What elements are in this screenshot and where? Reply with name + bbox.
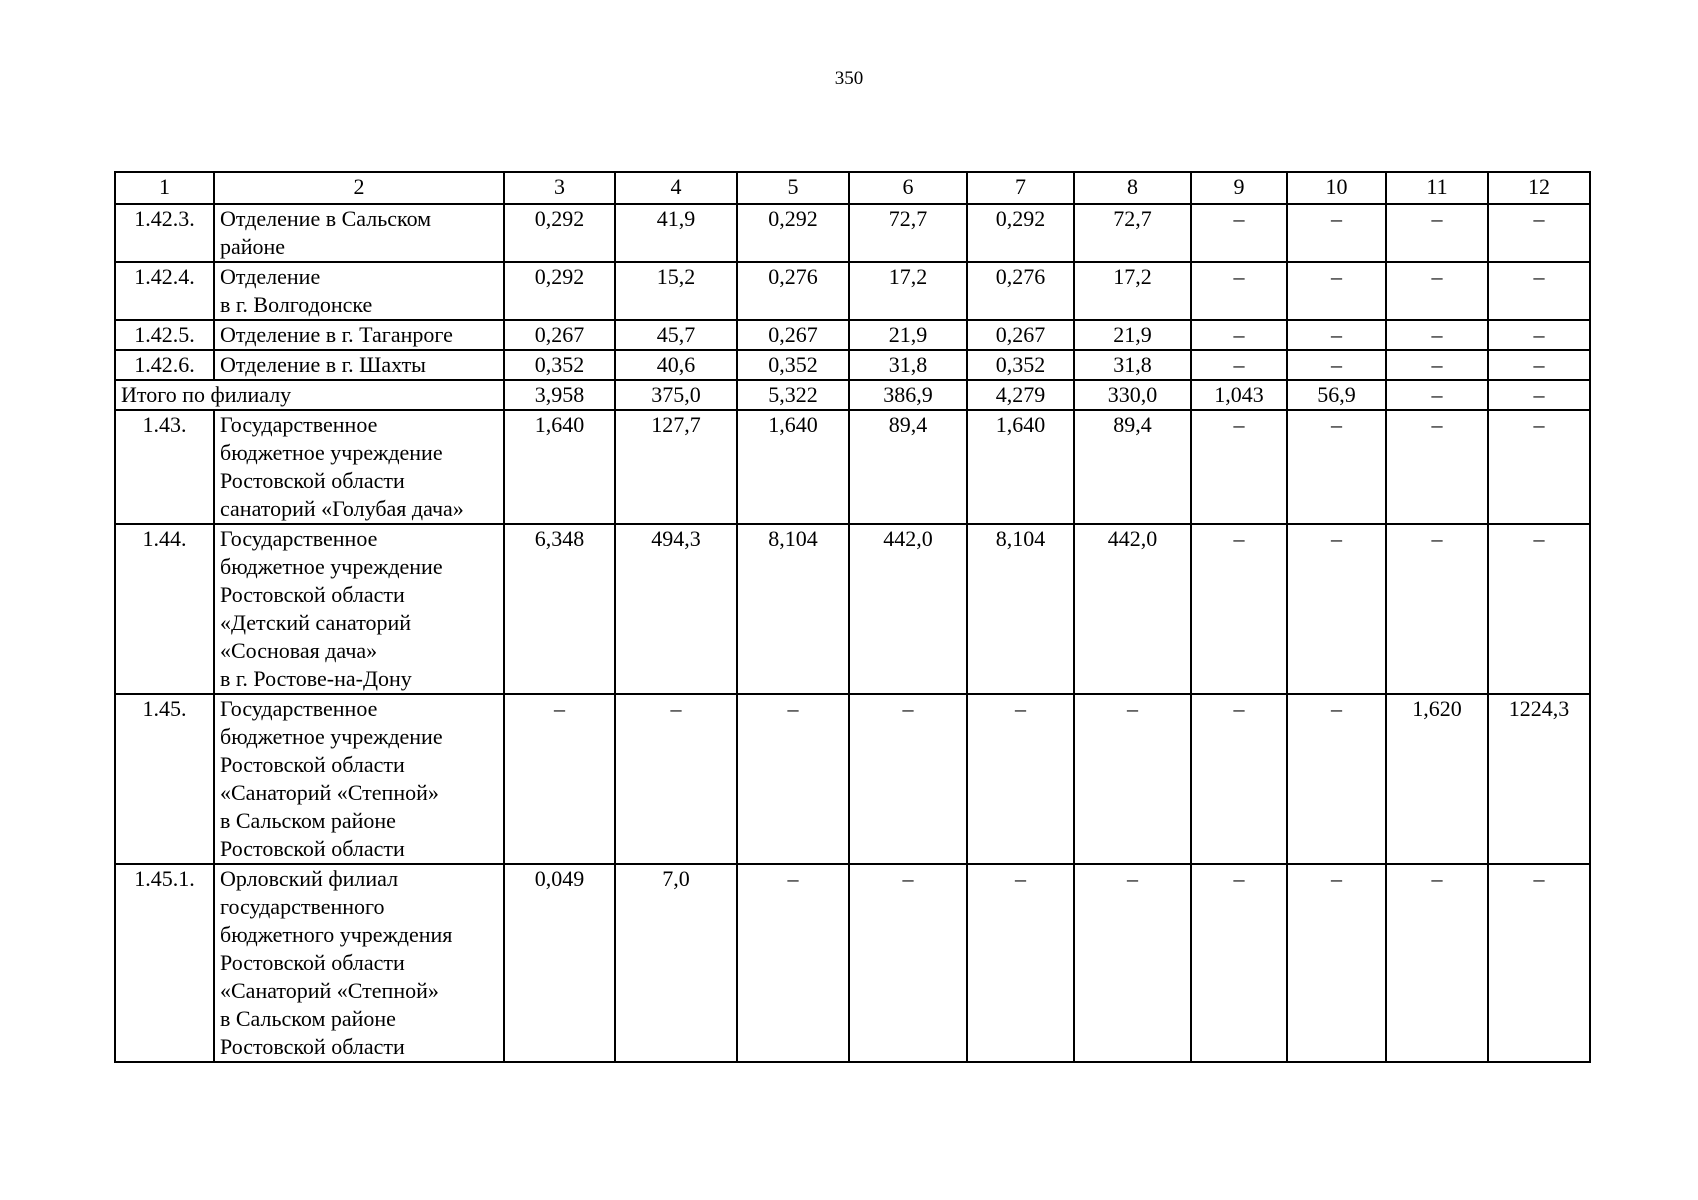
- value-cell: –: [1386, 864, 1488, 1062]
- value-cell: –: [1386, 524, 1488, 694]
- value-cell: 0,267: [737, 320, 849, 350]
- value-cell: –: [1191, 204, 1287, 262]
- value-cell: 72,7: [1074, 204, 1191, 262]
- column-header: 11: [1386, 172, 1488, 204]
- value-cell: –: [615, 694, 737, 864]
- row-name: Отделение в г. Таганроге: [214, 320, 504, 350]
- column-header: 2: [214, 172, 504, 204]
- value-cell: –: [737, 694, 849, 864]
- value-cell: –: [849, 864, 967, 1062]
- value-cell: –: [1386, 350, 1488, 380]
- value-cell: 31,8: [1074, 350, 1191, 380]
- value-cell: –: [504, 694, 615, 864]
- column-header: 10: [1287, 172, 1386, 204]
- value-cell: –: [1488, 204, 1590, 262]
- value-cell: –: [1386, 380, 1488, 410]
- value-cell: 17,2: [849, 262, 967, 320]
- value-cell: 0,292: [967, 204, 1074, 262]
- value-cell: 442,0: [849, 524, 967, 694]
- page-number: 350: [834, 68, 864, 89]
- value-cell: 40,6: [615, 350, 737, 380]
- value-cell: 4,279: [967, 380, 1074, 410]
- value-cell: –: [1287, 320, 1386, 350]
- value-cell: 0,352: [737, 350, 849, 380]
- value-cell: –: [1488, 524, 1590, 694]
- value-cell: 5,322: [737, 380, 849, 410]
- value-cell: 0,292: [504, 262, 615, 320]
- value-cell: 0,049: [504, 864, 615, 1062]
- value-cell: 56,9: [1287, 380, 1386, 410]
- row-code: 1.43.: [115, 410, 214, 524]
- row-code: 1.42.5.: [115, 320, 214, 350]
- value-cell: –: [967, 694, 1074, 864]
- value-cell: –: [1074, 694, 1191, 864]
- value-cell: –: [1488, 350, 1590, 380]
- value-cell: 1,640: [737, 410, 849, 524]
- row-code: 1.42.6.: [115, 350, 214, 380]
- table-row: [115, 262, 1590, 320]
- value-cell: –: [1386, 262, 1488, 320]
- value-cell: –: [1287, 524, 1386, 694]
- value-cell: –: [1191, 864, 1287, 1062]
- table-row: [115, 694, 1590, 864]
- row-name: Отделение в г. Волгодонске: [214, 262, 504, 320]
- value-cell: 6,348: [504, 524, 615, 694]
- value-cell: 31,8: [849, 350, 967, 380]
- value-cell: 8,104: [737, 524, 849, 694]
- value-cell: 17,2: [1074, 262, 1191, 320]
- value-cell: 1,620: [1386, 694, 1488, 864]
- table-header-row: [115, 172, 1590, 204]
- table-row: [115, 410, 1590, 524]
- value-cell: 3,958: [504, 380, 615, 410]
- row-name: Государственное бюджетное учреждение Ростовской области санаторий «Голубая дача»: [214, 410, 504, 524]
- table-row: [115, 864, 1590, 1062]
- value-cell: –: [1287, 204, 1386, 262]
- value-cell: 494,3: [615, 524, 737, 694]
- value-cell: –: [967, 864, 1074, 1062]
- value-cell: –: [1488, 864, 1590, 1062]
- value-cell: 7,0: [615, 864, 737, 1062]
- value-cell: 0,276: [967, 262, 1074, 320]
- value-cell: 0,276: [737, 262, 849, 320]
- value-cell: –: [1488, 320, 1590, 350]
- row-code: 1.42.4.: [115, 262, 214, 320]
- value-cell: 0,292: [504, 204, 615, 262]
- value-cell: –: [1386, 410, 1488, 524]
- value-cell: –: [1287, 694, 1386, 864]
- value-cell: –: [1191, 524, 1287, 694]
- column-header: 7: [967, 172, 1074, 204]
- row-code: 1.45.: [115, 694, 214, 864]
- row-name: Орловский филиал государственного бюджетного учреждения Ростовской области «Санаторий «Степной» в Сальском районе Ростовской области: [214, 864, 504, 1062]
- row-code: 1.45.1.: [115, 864, 214, 1062]
- row-name: Государственное бюджетное учреждение Ростовской области «Санаторий «Степной» в Сальском районе Ростовской области: [214, 694, 504, 864]
- table-row: [115, 320, 1590, 350]
- value-cell: 0,267: [504, 320, 615, 350]
- row-name: Отделение в г. Шахты: [214, 350, 504, 380]
- value-cell: 21,9: [1074, 320, 1191, 350]
- value-cell: –: [1287, 350, 1386, 380]
- column-header: 1: [115, 172, 214, 204]
- value-cell: –: [1287, 262, 1386, 320]
- table-row: [115, 524, 1590, 694]
- value-cell: –: [1191, 262, 1287, 320]
- column-header: 5: [737, 172, 849, 204]
- row-code: 1.42.3.: [115, 204, 214, 262]
- column-header: 8: [1074, 172, 1191, 204]
- column-header: 6: [849, 172, 967, 204]
- value-cell: –: [1386, 204, 1488, 262]
- value-cell: –: [1191, 320, 1287, 350]
- value-cell: 0,292: [737, 204, 849, 262]
- total-label: Итого по филиалу: [115, 380, 504, 410]
- value-cell: –: [1287, 864, 1386, 1062]
- value-cell: 41,9: [615, 204, 737, 262]
- value-cell: 15,2: [615, 262, 737, 320]
- value-cell: 375,0: [615, 380, 737, 410]
- value-cell: 442,0: [1074, 524, 1191, 694]
- value-cell: –: [1488, 410, 1590, 524]
- value-cell: 0,267: [967, 320, 1074, 350]
- value-cell: –: [737, 864, 849, 1062]
- value-cell: –: [1074, 864, 1191, 1062]
- value-cell: 1,043: [1191, 380, 1287, 410]
- data-table: [114, 171, 1591, 1063]
- value-cell: 0,352: [504, 350, 615, 380]
- value-cell: 72,7: [849, 204, 967, 262]
- value-cell: 127,7: [615, 410, 737, 524]
- table-total-row: [115, 380, 1590, 410]
- table-row: [115, 350, 1590, 380]
- table-row: [115, 204, 1590, 262]
- value-cell: 89,4: [1074, 410, 1191, 524]
- value-cell: 330,0: [1074, 380, 1191, 410]
- value-cell: 0,352: [967, 350, 1074, 380]
- row-name: Отделение в Сальском районе: [214, 204, 504, 262]
- value-cell: –: [1191, 694, 1287, 864]
- value-cell: 1224,3: [1488, 694, 1590, 864]
- row-code: 1.44.: [115, 524, 214, 694]
- table-body: [115, 172, 1590, 1062]
- value-cell: 89,4: [849, 410, 967, 524]
- value-cell: –: [1386, 320, 1488, 350]
- value-cell: –: [1191, 410, 1287, 524]
- value-cell: –: [849, 694, 967, 864]
- value-cell: –: [1488, 380, 1590, 410]
- column-header: 4: [615, 172, 737, 204]
- value-cell: 386,9: [849, 380, 967, 410]
- value-cell: 21,9: [849, 320, 967, 350]
- value-cell: –: [1191, 350, 1287, 380]
- value-cell: 1,640: [504, 410, 615, 524]
- row-name: Государственное бюджетное учреждение Ростовской области «Детский санаторий «Сосновая дача» в г. Ростове-на-Дону: [214, 524, 504, 694]
- column-header: 12: [1488, 172, 1590, 204]
- value-cell: 45,7: [615, 320, 737, 350]
- value-cell: –: [1488, 262, 1590, 320]
- value-cell: 1,640: [967, 410, 1074, 524]
- value-cell: –: [1287, 410, 1386, 524]
- value-cell: 8,104: [967, 524, 1074, 694]
- column-header: 3: [504, 172, 615, 204]
- column-header: 9: [1191, 172, 1287, 204]
